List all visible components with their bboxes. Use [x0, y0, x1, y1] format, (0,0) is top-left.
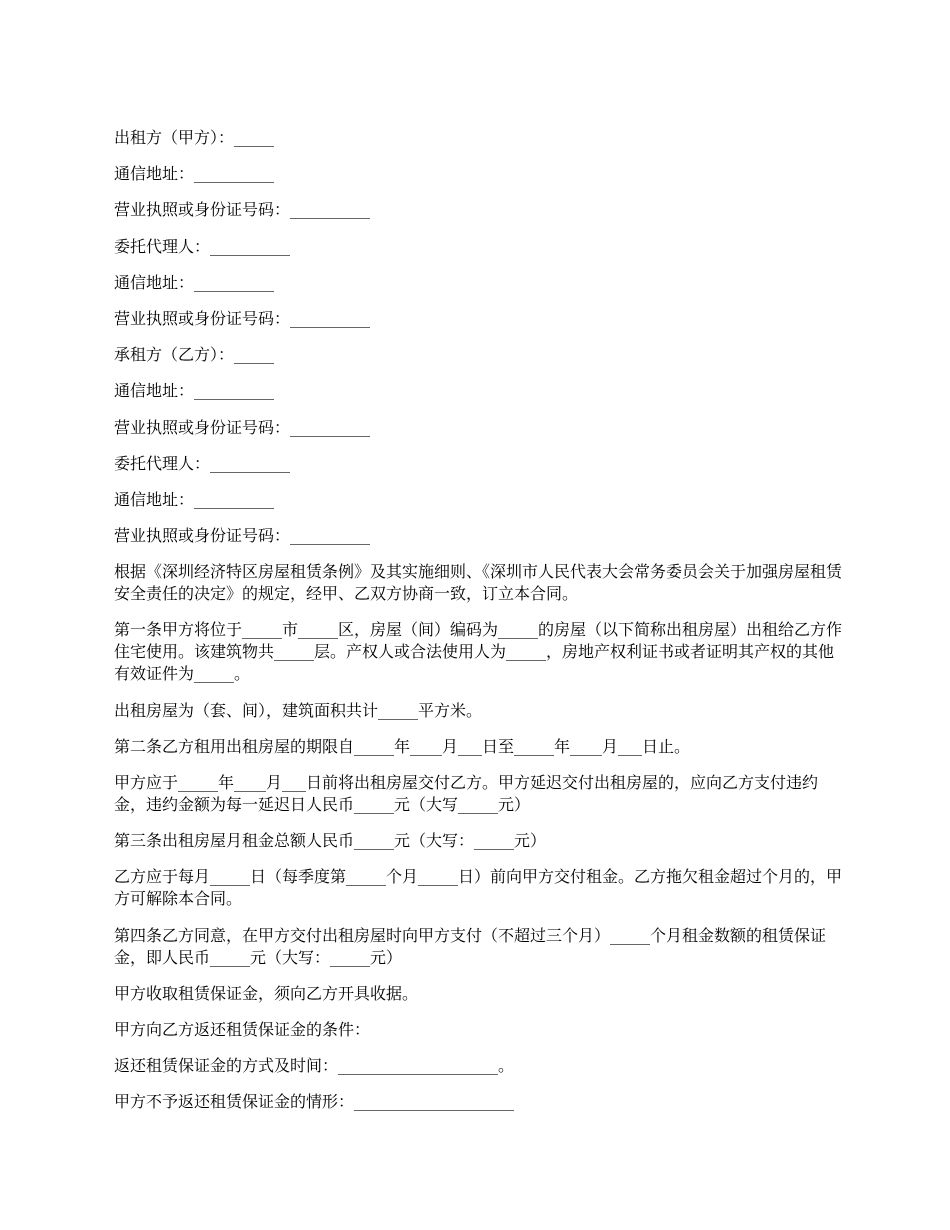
- preamble-paragraph: 根据《深圳经济特区房屋租赁条例》及其实施细则、《深圳市人民代表大会常务委员会关于加强房屋租赁安全责任的决定》的规定，经甲、乙双方协商一致，订立本合同。: [114, 562, 843, 604]
- lessor-id-line: 营业执照或身份证号码：__________: [114, 200, 371, 220]
- delivery-paragraph: 甲方应于_____年____月___日前将出租房屋交付乙方。甲方延迟交付出租房屋的，应向乙方支付违约金，违约金额为每一延迟日人民币_____元（大写_____元）: [114, 773, 819, 814]
- deposit-no-return-paragraph: 甲方不予返还租赁保证金的情形：____________________: [114, 1092, 515, 1112]
- article-1-paragraph: 第一条甲方将位于_____市_____区，房屋（间）编码为_____的房屋（以下简称出租房屋）出租给乙方作住宅使用。该建筑物共_____层。产权人或合法使用人为_____，房地产权利证书或者证明其产权的其他有效证件为_____。: [114, 620, 843, 684]
- lessor-agent-address-line: 通信地址：__________: [114, 272, 275, 292]
- lessee-line: 承租方（乙方）：_____: [114, 345, 275, 365]
- lessee-agent-id-line: 营业执照或身份证号码：__________: [114, 526, 371, 546]
- receipt-paragraph: 甲方收取租赁保证金，须向乙方开具收据。: [114, 983, 419, 1003]
- lessor-line: 出租方（甲方）：_____: [114, 128, 275, 147]
- article-2-paragraph: 第二条乙方租用出租房屋的期限自_____年____月___日至_____年____月___日止。: [114, 736, 691, 756]
- lessee-agent-address-line: 通信地址：__________: [114, 489, 275, 509]
- article-3-paragraph: 第三条出租房屋月租金总额人民币_____元（大写：_____元）: [114, 831, 547, 851]
- lessor-address-line: 通信地址：__________: [114, 164, 275, 184]
- lessee-id-line: 营业执照或身份证号码：__________: [114, 417, 371, 437]
- article-4-paragraph: 第四条乙方同意，在甲方交付出租房屋时向甲方支付（不超过三个月）_____个月租金数额的租赁保证金，即人民币_____元（大写：_____元）: [114, 925, 827, 967]
- lessor-agent-line: 委托代理人：__________: [114, 236, 291, 256]
- deposit-return-conditions-paragraph: 甲方向乙方返还租赁保证金的条件：: [114, 1019, 371, 1039]
- lessee-agent-line: 委托代理人：__________: [114, 453, 291, 473]
- contract-body: [114, 127, 844, 1128]
- lessor-agent-id-line: 营业执照或身份证号码：__________: [114, 308, 371, 328]
- deposit-return-method-paragraph: 返还租赁保证金的方式及时间：____________________。: [114, 1056, 515, 1076]
- rent-payment-paragraph: 乙方应于每月_____日（每季度第_____个月_____日）前向甲方交付租金。乙方拖欠租金超过个月的，甲方可解除本合同。: [114, 867, 843, 909]
- area-paragraph: 出租房屋为（套、间），建筑面积共计_____平方米。: [114, 700, 483, 720]
- lessee-address-line: 通信地址：__________: [114, 381, 275, 401]
